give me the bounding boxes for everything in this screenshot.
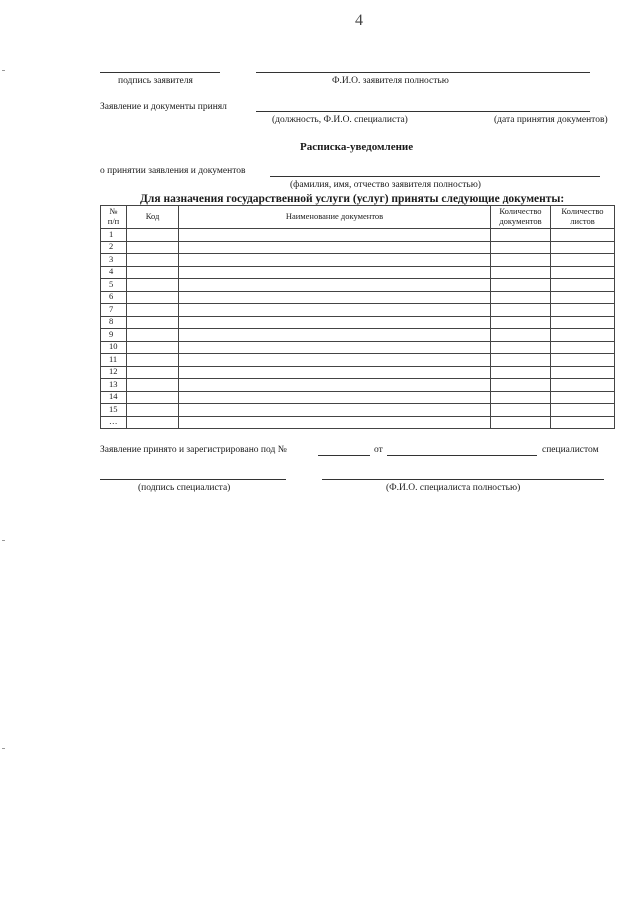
- row-qty-docs-cell[interactable]: [491, 241, 551, 254]
- row-number: 1: [101, 229, 127, 242]
- row-qty-sheets-cell[interactable]: [551, 229, 615, 242]
- row-name-cell[interactable]: [179, 279, 491, 292]
- specialist-signature-caption: (подпись специалиста): [138, 483, 231, 493]
- row-number: 3: [101, 254, 127, 267]
- row-code-cell[interactable]: [127, 341, 179, 354]
- row-name-cell[interactable]: [179, 229, 491, 242]
- row-qty-docs-cell[interactable]: [491, 291, 551, 304]
- row-name-cell[interactable]: [179, 291, 491, 304]
- row-name-cell[interactable]: [179, 266, 491, 279]
- acceptance-date-caption: (дата принятия документов): [494, 115, 608, 125]
- row-qty-docs-cell[interactable]: [491, 304, 551, 317]
- row-code-cell[interactable]: [127, 291, 179, 304]
- row-name-cell[interactable]: [179, 241, 491, 254]
- specialist-signature-line[interactable]: [100, 479, 286, 480]
- row-number: 4: [101, 266, 127, 279]
- row-code-cell[interactable]: [127, 366, 179, 379]
- row-name-cell[interactable]: [179, 416, 491, 429]
- documents-subtitle: Для назначения государственной услуги (услуг) приняты следующие документы:: [140, 193, 565, 205]
- table-row: [101, 241, 615, 254]
- row-qty-docs-cell[interactable]: [491, 279, 551, 292]
- registration-from-label: от: [374, 445, 383, 455]
- applicant-signature-caption: подпись заявителя: [118, 76, 193, 86]
- row-number: 8: [101, 316, 127, 329]
- row-number: 2: [101, 241, 127, 254]
- row-qty-docs-cell[interactable]: [491, 379, 551, 392]
- row-qty-docs-cell[interactable]: [491, 329, 551, 342]
- applicant-signature-line[interactable]: [100, 72, 220, 73]
- table-row: [101, 304, 615, 317]
- row-qty-docs-cell[interactable]: [491, 391, 551, 404]
- row-qty-sheets-cell[interactable]: [551, 316, 615, 329]
- table-row: [101, 229, 615, 242]
- header-qty-docs: [491, 206, 551, 229]
- table-row: [101, 354, 615, 367]
- row-code-cell[interactable]: [127, 316, 179, 329]
- header-qty-sheets-line1: Количество: [561, 206, 604, 217]
- row-number: …: [101, 416, 127, 429]
- row-number: 12: [101, 366, 127, 379]
- registration-specialist-label: специалистом: [542, 445, 599, 455]
- row-name-cell[interactable]: [179, 304, 491, 317]
- receipt-applicant-caption: (фамилия, имя, отчество заявителя полностью): [290, 180, 481, 190]
- row-qty-sheets-cell[interactable]: [551, 291, 615, 304]
- row-number: 5: [101, 279, 127, 292]
- applicant-name-line[interactable]: [256, 72, 590, 73]
- row-number: 7: [101, 304, 127, 317]
- row-number: 11: [101, 354, 127, 367]
- row-code-cell[interactable]: [127, 354, 179, 367]
- row-qty-docs-cell[interactable]: [491, 266, 551, 279]
- row-qty-docs-cell[interactable]: [491, 229, 551, 242]
- row-name-cell[interactable]: [179, 404, 491, 417]
- header-qty-docs-line2: документов: [499, 216, 542, 226]
- row-number: 13: [101, 379, 127, 392]
- row-qty-docs-cell[interactable]: [491, 254, 551, 267]
- row-qty-docs-cell[interactable]: [491, 341, 551, 354]
- scan-edge-mark: [2, 748, 5, 749]
- row-qty-sheets-cell[interactable]: [551, 354, 615, 367]
- specialist-name-line[interactable]: [322, 479, 604, 480]
- row-name-cell[interactable]: [179, 329, 491, 342]
- header-num-line2: п/п: [107, 216, 120, 226]
- row-qty-docs-cell[interactable]: [491, 316, 551, 329]
- row-code-cell[interactable]: [127, 266, 179, 279]
- registration-label: Заявление принято и зарегистрировано под №: [100, 445, 287, 455]
- row-qty-sheets-cell[interactable]: [551, 404, 615, 417]
- table-row: [101, 391, 615, 404]
- header-qty-sheets: [551, 206, 615, 229]
- specialist-position-caption: (должность, Ф.И.О. специалиста): [272, 115, 408, 125]
- accepted-by-label: Заявление и документы принял: [100, 102, 227, 112]
- table-row: [101, 266, 615, 279]
- row-qty-sheets-cell[interactable]: [551, 329, 615, 342]
- row-code-cell[interactable]: [127, 229, 179, 242]
- header-qty-sheets-line2: листов: [570, 216, 595, 226]
- registration-date-line[interactable]: [387, 455, 537, 456]
- row-qty-sheets-cell[interactable]: [551, 241, 615, 254]
- row-code-cell[interactable]: [127, 329, 179, 342]
- receipt-title: Расписка-уведомление: [300, 141, 414, 153]
- specialist-name-caption: (Ф.И.О. специалиста полностью): [386, 483, 521, 493]
- row-code-cell[interactable]: [127, 379, 179, 392]
- table-row: [101, 316, 615, 329]
- documents-table: [100, 205, 615, 429]
- row-code-cell[interactable]: [127, 254, 179, 267]
- row-code-cell[interactable]: [127, 416, 179, 429]
- header-code: Код: [127, 206, 179, 229]
- table-row: [101, 341, 615, 354]
- row-qty-sheets-cell[interactable]: [551, 366, 615, 379]
- applicant-name-caption: Ф.И.О. заявителя полностью: [332, 76, 449, 86]
- row-qty-docs-cell[interactable]: [491, 404, 551, 417]
- row-name-cell[interactable]: [179, 316, 491, 329]
- row-qty-docs-cell[interactable]: [491, 366, 551, 379]
- row-name-cell[interactable]: [179, 354, 491, 367]
- row-name-cell[interactable]: [179, 254, 491, 267]
- table-row: [101, 404, 615, 417]
- receipt-applicant-line[interactable]: [270, 176, 600, 177]
- row-name-cell[interactable]: [179, 366, 491, 379]
- row-qty-sheets-cell[interactable]: [551, 266, 615, 279]
- row-name-cell[interactable]: [179, 391, 491, 404]
- table-row: [101, 254, 615, 267]
- table-row: [101, 329, 615, 342]
- row-number: 14: [101, 391, 127, 404]
- row-qty-sheets-cell[interactable]: [551, 379, 615, 392]
- row-code-cell[interactable]: [127, 391, 179, 404]
- table-row: [101, 291, 615, 304]
- row-qty-sheets-cell[interactable]: [551, 391, 615, 404]
- table-row: [101, 366, 615, 379]
- table-header-row: [101, 206, 615, 229]
- row-number: 10: [101, 341, 127, 354]
- row-qty-sheets-cell[interactable]: [551, 416, 615, 429]
- row-qty-sheets-cell[interactable]: [551, 304, 615, 317]
- row-code-cell[interactable]: [127, 304, 179, 317]
- accepted-by-line[interactable]: [256, 111, 590, 112]
- table-row: [101, 416, 615, 429]
- row-qty-sheets-cell[interactable]: [551, 254, 615, 267]
- row-number: 15: [101, 404, 127, 417]
- scan-edge-mark: [2, 70, 5, 71]
- header-num: [101, 206, 127, 229]
- header-name: Наименование документов: [179, 206, 491, 229]
- row-qty-docs-cell[interactable]: [491, 416, 551, 429]
- row-code-cell[interactable]: [127, 404, 179, 417]
- row-name-cell[interactable]: [179, 341, 491, 354]
- header-num-line1: №: [109, 206, 118, 217]
- scan-edge-mark: [2, 540, 5, 541]
- page-number: 4: [355, 12, 363, 29]
- row-number: 9: [101, 329, 127, 342]
- row-qty-sheets-cell[interactable]: [551, 279, 615, 292]
- receipt-about-label: о принятии заявления и документов: [100, 166, 246, 176]
- row-code-cell[interactable]: [127, 241, 179, 254]
- header-qty-docs-line1: Количество: [499, 206, 542, 217]
- registration-number-line[interactable]: [318, 455, 370, 456]
- row-qty-docs-cell[interactable]: [491, 354, 551, 367]
- row-number: 6: [101, 291, 127, 304]
- row-code-cell[interactable]: [127, 279, 179, 292]
- row-name-cell[interactable]: [179, 379, 491, 392]
- row-qty-sheets-cell[interactable]: [551, 341, 615, 354]
- table-row: [101, 279, 615, 292]
- table-row: [101, 379, 615, 392]
